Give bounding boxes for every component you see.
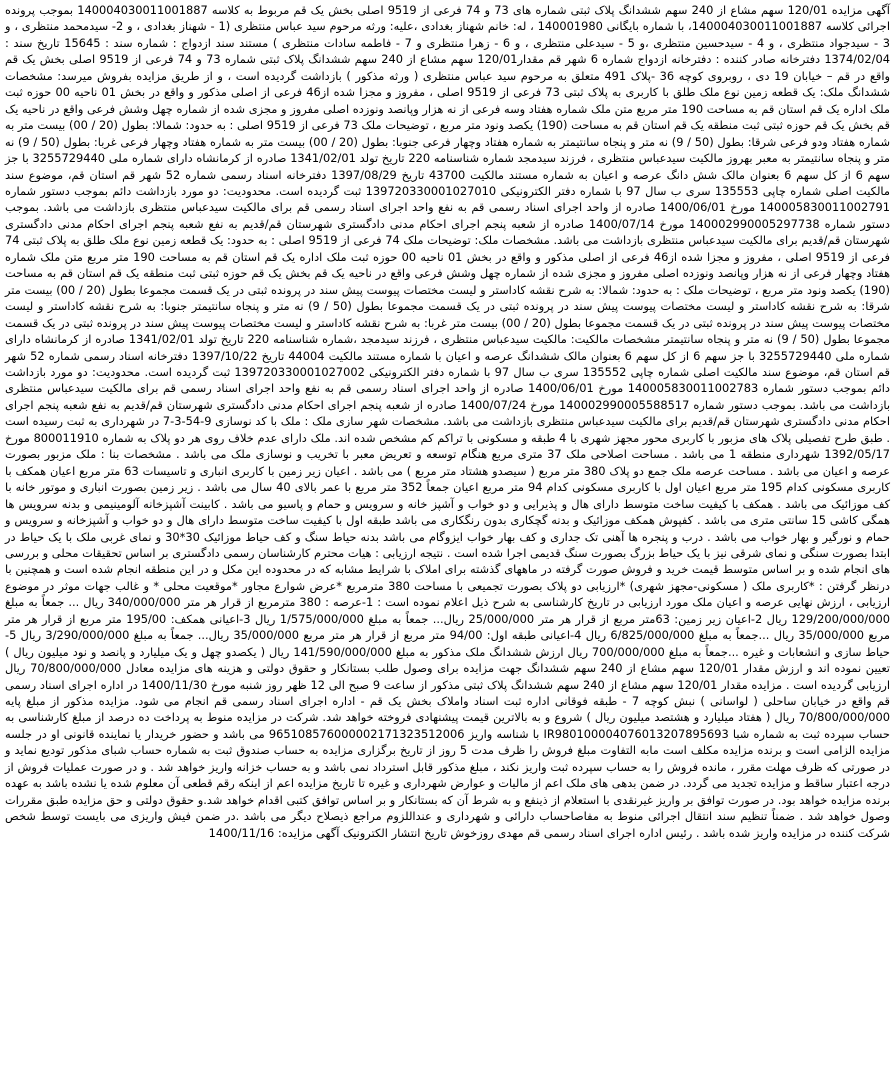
notice-body-text: آگهی مزایده 120/01 سهم مشاع از 240 سهم ششدانگ پلاک ثبتی شماره های 73 و 74 فرعی از 9519 اصلی بخش یک قم مربوط به کلاسه 140004030011001887 بموجب پرونده اجرائی کلاسه 140004030011001887، با شماره بایگانی 140001980 ، له: خانم شهناز بغدادی ،علیه: ورثه مرحوم سید عباس منتظری (1 - شهناز بغدادی ، و 2- سیدمحمد منتظری ، و 3 - سیدجواد منتظری ، و 4 - سیدحسین منتظری ،و 5 - سیدعلی منتظری ، و 6 - زهرا منتظری و 7 - فاطمه سادات منتظری ) مستند سند ازدواج : شماره سند : 15645 تاریخ سند : 1374/02/04 دفترخانه صادر کننده : دفترخانه ازدواج شماره 6 شهر قم مقدار120/01 سهم مشاع از 240 سهم ششدانگ پلاک ثبتی شماره 73 و 74 فرعی از 9519 اصلی بخش یک قم واقع در قم – خیابان 19 دی ، روبروی کوچه 36 -پلاک 491 متعلق به مرحوم سید عباس منتظری ( ورثه مذکور ) بازداشت گردیده است ، و از طریق مزایده بفروش میرسد: مشخصات ششدانگ ملک: یک قطعه زمین نوع ملک طلق با کاربری به پلاک ثبتی 73 فرعی از 9519 اصلی ، مفروز و مجزا شده از46 فرعی از اصلی مذکور و واقع در بخش 01 ناحیه 00 حوزه ثبت ملک اداره یک قم استان قم به مساحت 190 متر مربع متن ملک شماره هفتاد وسه فرعی از نه هزار وپانصد ونوزده اصلی مفروز و مجزی شده از شماره چهل وشش فرعی واقع در ناحیه یک قم بخش یک قم حوزه ثبتی ثبت منطقه یک قم استان قم به مساحت (190) یکصد ونود متر مربع ، توضیحات ملک 73 فرعی از 9519 اصلی : به حدود: شمالا: بطول (20 / 00) بیست متر به شماره هفتاد ودو فرعی شرقا: بطول (50 / 9) نه متر و پنجاه سانتیمتر به شماره هفتاد وچهار فرعی جنوبا: بطول (20 / 00) بیست متر به شماره هفتاد وچهار فرعی غربا: بطول (50 / 9) نه متر و پنجاه سانتیمتر به معبر بهروز مالکیت سیدعباس منتظری ، فرزند سیدمجد شماره شناسنامه 220 تاریخ تولد 1341/02/01 صادره از کرمانشاه دارای شماره ملی 3255729440 با جز سهم 6 از کل سهم 6 بعنوان مالک شش دانگ عرصه و اعیان به شماره مستند مالکیت 43700 تاریخ 1397/08/29 دفترخانه اسناد رسمی شماره 52 شهر قم استان قم، موضوع سند مالکیت اصلی شماره چاپی 135553 سری ب سال 97 با شماره دفتر الکترونیکی 139720330001027010 ثبت گردیده است. محدودیت: دو مورد بازداشت دائم بموجب دستور شماره 140005830011002791 مورخ 1400/06/01 صادره از واحد اجرای اسناد رسمی قم به نفع واحد اجرای اسناد رسمی قم برای مالکیت سیدعباس منتظری بازداشت می باشد. بموجب دستور شماره 140002990005297738 مورخ 1400/07/14 صادره از شعبه پنجم اجرای احکام مدنی دادگستری شهرستان قم/قدیم به نفع شعبه پنجم اجرای احکام مدنی دادگستری شهرستان قم/قدیم برای مالکیت سیدعباس منتظری بازداشت می باشد. مشخصات ملک: توضیحات ملک 74 فرعی از 9519 اصلی : به حدود: یک قطعه زمین نوع ملک طلق به پلاک ثبتی 74 فرعی از 9519 اصلی ، مفروز و مجزا شده از46 فرعی از اصلی مذکور و واقع در بخش 01 ناحیه 00 حوزه ثبت ملک اداره یک قم استان قم به مساحت 190 متر مربع متن ملک شماره هفتاد وچهار فرعی از نه هزار وپانصد ونوزده اصلی مفروز و مجزی شده از شماره چهل وشش فرعی واقع در ناحیه یک قم بخش یک قم حوزه ثبتی ثبت منطقه یک قم استان قم به مساحت (190) یکصد ونود متر مربع ، توضیحات ملک : به حدود: شمالا: به شرح نقشه کاداستر و لیست مختصات پیوست پیش سند در پرونده ثبتی در یک قسمت مجموعا بطول (20 / 00) بیست متر شرقا: به شرح نقشه کاداستر و لیست مختصات پیوست پیش سند در پرونده ثبتی در یک قسمت مجموعا بطول (50 / 9) نه متر و پنجاه سانتیمتر جنوبا: به شرح نقشه کاداستر و لیست مختصات پیوست پیش سند در پرونده ثبتی در یک قسمت مجموعا بطول (20 / 00) بیست متر غربا: به شرح نقشه کاداستر و لیست مختصات پیوست پیش سند در پرونده ثبتی در یک قسمت مجموعا بطول (50 / 9) نه متر و پنجاه سانتیمتر مشخصات مالکیت: مالکیت سیدعباس منتظری ، فرزند سیدمجد ،شماره شناسنامه 220 تاریخ تولد 1341/02/01 صادره از کرمانشاه دارای شماره ملی 3255729440 با جز سهم 6 از کل سهم 6 بعنوان مالک ششدانگ عرصه و اعیان با شماره مستند مالکیت 44004 تاریخ 1397/10/22 دفترخانه اسناد رسمی شماره 52 شهر قم استان قم، موضوع سند مالکیت اصلی شماره چاپی 135552 سری ب سال 97 با شماره دفتر الکترونیکی 139720330001027002 ثبت گردیده است. محدودیت: دو مورد بازداشت دائم بموجب دستور شماره 140005830011002783 مورخ 1400/06/01 صادره از واحد اجرای اسناد رسمی قم به نفع واحد اجرای اسناد رسمی قم برای مالکیت سیدعباس منتظری بازداشت می باشد. بموجب دستور شماره 140002990005588517 مورخ 1400/07/24 صادره از شعبه پنجم اجرای احکام مدنی دادگستری شهرستان قم/قدیم به نفع شعبه پنجم اجرای احکام مدنی دادگستری شهرستان قم/قدیم برای مالکیت سیدعباس منتظری بازداشت می باشد. مشخصات شهر سازی ملک : ملک با کد نوسازی 9-54-3-7 در شهرداری به ثبت رسیده است . طبق طرح تفصیلی پلاک های مزبور با کاربری محور مجهز شهری با 4 طبقه و مسکونی با تراکم کم مشخص شده اند. ملک دارای عدم خلاف روی هر دو پلاک به شماره 800011910 مورخ 1392/05/17 شهرداری منطقه 1 می باشد . مساحت اصلاحی ملک 37 متری مربع هنگام توسعه و تعریض معبر با تخریب و نوسازی ملک می باشد . مشخصات بنا : ملک مزبور بصورت عرصه و اعیان می باشد . مساحت عرصه ملک جمع دو پلاک 380 متر مربع ( سیصدو هشتاد متر مربع ) می باشد . اعیان زیر زمین با کاربری انباری و تاسیسات 63 متر مربع اعیان همکف با کاربری مسکونی کدام 195 متر مربع اعیان اول با کاربری مسکونی کدام 94 متر مربع اعیان جمعاً 352 متر مربع با عمر بالای 40 سال می باشد . زیر زمین بصورت انباری و موتور خانه با کف موزائیک می باشد . همکف با کیفیت ساخت متوسط دارای هال و پذیرایی و دو خواب و آشپز خانه و سرویس و حمام و پاسیو می باشد . کابینت آشپزخانه آلومینیمی و بدنه سرویس ها همگی کاشی 15 سانتی متری می باشد . کفپوش همکف موزائیک و بدنه گچکاری بدون رنگکاری می باشد طبقه اول با کیفیت ساخت متوسط دارای هال و دو خواب و آشپزخانه و سرویس و حمام و نورگیر و بهار خواب می باشد . درب و پنجره ها آهنی تک جداری و کف بهار خواب ایزوگام می باشد بدنه حیاط سنگ و کف حیاط موزائیک 30*30 و نمای غربی ملک با یک حیاط در ابتدا بصورت سنگی و نمای شرقی نیز با یک حیاط بزرگ بصورت سنگ قدیمی اجرا شده است . نتیجه ارزیابی : هیات محترم کارشناسان رسمی دادگستری بر اساس تحقیقات محلی و بررسی های انجام شده و بر اساس متوسط قیمت خرید و فروش صورت گرفته در ماههای گذشته برای املاک با شرایط مشابه که در محدوده این مکل و در این منطقه انجام شده است و همچنین با درنظر گرفتن : *کاربری ملک ( مسکونی-مجهز شهری) *ارزیابی دو پلاک بصورت تجمیعی با مساحت 380 مترمربع *عرض شوارع مجاور *موقعیت محلی * و غالب جهات موثر در موضوع ارزیابی ، ارزش نهایی عرصه و اعیان ملک مورد ارزیابی در تاریخ کارشناسی به شرح ذیل اعلام نموده است : 1-عرصه : 380 مترمربع از قرار هر متر 340/000/000 ریال ... جمعاً به مبلغ 129/200/000/000 ریال 2-اعیان زیر زمین: 63متر مربع از قرار هر متر 25/000/000 ریال... جمعاً به مبلغ 1/575/000/000 ریال 3-اعیانی همکف: 195/00 متر مربع از قرار هر متر مربع 35/000/000 ریال ...جمعاً به مبلغ 6/825/000/000 ریال 4-اعیانی طبقه اول: 94/00 متر مربع از قرار هر متر مربع 35/000/000 ریال... جمعاً به مبلغ 3/290/000/000 ریال 5- حیاط سازی و انشعابات و غیره ...جمعاً به مبلغ 700/000/000 ریال ارزش ششدانگ ملک مذکور به مبلغ 141/590/000/000 ریال ( یکصدو چهل و یک میلیارد و پانصد و نود میلیون ریال ) تعیین نموده اند و ارزش مقدار 120/01 سهم مشاع از 240 سهم ششدانگ جهت مزایده برای وصول طلب بستانکار و حقوق دولتی و هزینه های مزایده معادل 70/800/000/000 ریال ارزیابی گردیده است . مزایده مقدار 120/01 سهم مشاع از 240 سهم ششدانگ پلاک ثبتی مذکور از ساعت 9 صبح الی 12 ظهر روز شنبه مورخ 1400/11/30 در اداره اجرای اسناد رسمی قم واقع در خیابان ساحلی ( لواسانی ) نبش کوچه 7 - طبقه فوقانی اداره ثبت اسناد واملاک بخش یک قم - اداره اجرای اسناد رسمی قم انجام می شود. مزایده مذکور از مبلغ پایه 70/800/000/000 ریال ( هفتاد میلیارد و هشتصد میلیون ریال ) شروع و به بالاترین قیمت پیشنهادی فروخته خواهد شد. شرکت در مزایده منوط به پرداخت ده درصد از مبلغ کارشناسی به حساب سپرده ثبت به شماره شبا IR980100004076013207895693 با شناسه واریز 965108576000002171323512006 می باشد و حضور خریدار یا نماینده قانونی او در جلسه مزایده الزامی است و برنده مزایده مکلف است مابه التفاوت مبلغ فروش را ظرف مدت 5 روز از تاریخ برگزاری مزایده به حساب صندوق ثبت به شماره حساب شبای مذکور تودیع نماید و در صورتی که ظرف مهلت مقرر ، مانده فروش را به حساب سپرده ثبت واریز نکند ، مبلغ مذکور قابل استرداد نمی باشد و به حساب خزانه واریز خواهد شد . و در صورت عملیات فروش از درجه اعتبار ساقط و مزایده تجدید می گردد. در ضمن بدهی های ملک اعم از مالیات و عوارض شهرداری و غیره تا تاریخ مزایده اعم از اینکه رقم قطعی آن معلوم شده یا نشده باشد به عهده برنده مزایده خواهد بود. در صورت توافق بر واریز غیرنقدی با استعلام از ذینفع و به شرط آن که بستانکار و بر اساس توافق کتبی اقدام خواهد شد.و حقوق دولتی و حق مزایده طبق مقررات وصول خواهد شد . ضمناً تنظیم سند انتقال اجرائی منوط به مفاصاحساب دارائی و شهرداری و عنداللزوم مراجع ذیصلاح دیگر می باشد .در ضمن فیش واریزی می بایست توسط شخص شرکت کننده در مزایده واریز شده باشد . رئیس اداره اجرای اسناد رسمی قم مهدی روزخوش تاریخ انتشار الکترونیک آگهی مزایده: 1400/11/16 <box>5 3 891 840</box>
